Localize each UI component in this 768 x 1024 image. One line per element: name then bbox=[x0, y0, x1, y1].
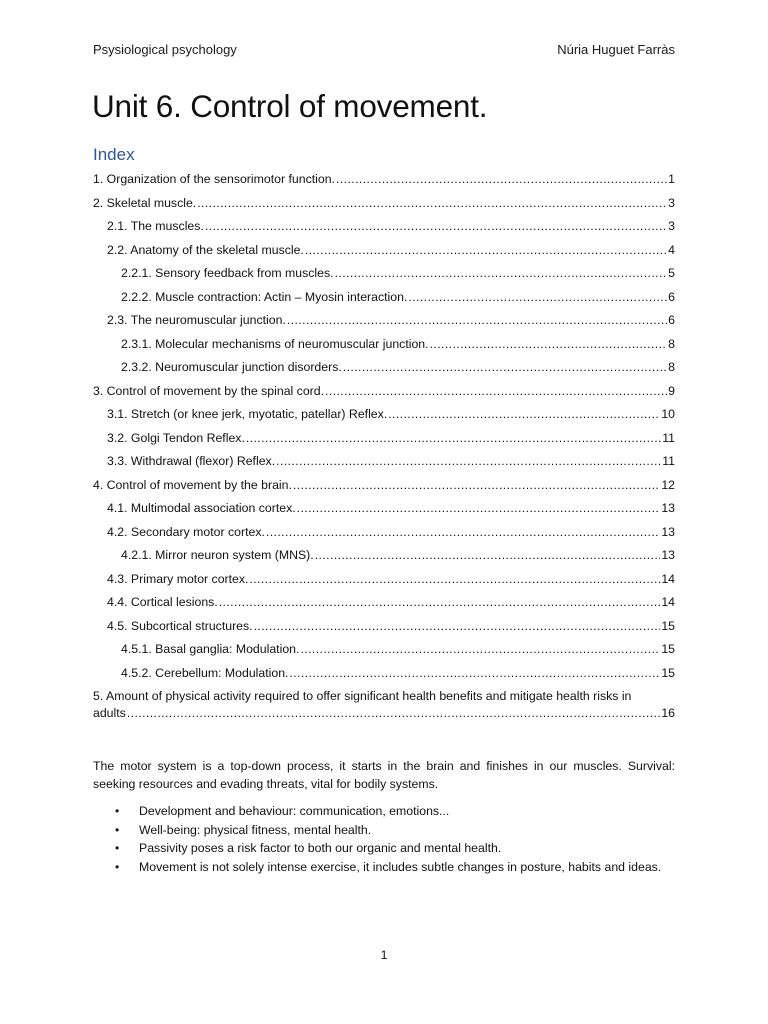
bullet-item bbox=[93, 822, 675, 840]
toc-leader-dots bbox=[325, 380, 667, 404]
toc-entry[interactable] bbox=[93, 688, 675, 722]
toc-entry-page: 13 bbox=[661, 524, 675, 539]
toc-entry-label: 5. Amount of physical activity required to offer significant health benefits and mitigate health risks in bbox=[93, 689, 632, 703]
toc-entry-label: 2. Skeletal muscle. bbox=[93, 195, 197, 210]
toc-entry-page: 8 bbox=[668, 336, 675, 351]
toc-entry-page: 3 bbox=[668, 219, 675, 233]
toc-entry-page: 15 bbox=[661, 618, 675, 633]
toc-entry-page: 8 bbox=[668, 360, 675, 374]
toc-entry-page: 5 bbox=[668, 266, 675, 280]
toc-entry-label: 3.3. Withdrawal (flexor) Reflex. bbox=[107, 454, 276, 468]
toc-entry-page: 1 bbox=[668, 172, 675, 186]
bullet-dot-icon: • bbox=[115, 804, 120, 818]
bullet-text: Well-being: physical fitness, mental health. bbox=[139, 822, 372, 837]
toc-entry-label: 3.1. Stretch (or knee jerk, myotatic, patellar) Reflex. bbox=[107, 407, 388, 421]
bullet-list bbox=[93, 803, 675, 877]
toc-entry-label: 4.5. Subcortical structures. bbox=[107, 618, 253, 633]
toc-entry-page: 13 bbox=[661, 548, 675, 562]
toc-entry-label: 2.2.1. Sensory feedback from muscles. bbox=[121, 266, 334, 280]
toc-entry[interactable] bbox=[93, 356, 675, 380]
toc-entry-label: 2.2. Anatomy of the skeletal muscle. bbox=[107, 242, 304, 257]
bullet-item bbox=[93, 840, 675, 858]
toc-leader-dots bbox=[254, 615, 661, 639]
toc-entry[interactable] bbox=[93, 380, 675, 404]
toc-entry-page: 6 bbox=[668, 313, 675, 327]
toc-leader-dots bbox=[205, 215, 667, 239]
bullet-dot-icon: • bbox=[115, 822, 120, 837]
bullet-dot-icon: • bbox=[115, 841, 120, 855]
toc-entry-label: 4.2. Secondary motor cortex. bbox=[107, 524, 265, 539]
toc-leader-dots bbox=[343, 356, 667, 380]
toc-leader-dots bbox=[289, 662, 660, 686]
header-course-title: Psysiological psychology bbox=[93, 42, 237, 57]
bullet-item bbox=[93, 859, 675, 877]
toc-leader-dots bbox=[276, 450, 661, 474]
toc-entry-label: 4.5.1. Basal ganglia: Modulation. bbox=[121, 642, 300, 656]
toc-entry-page: 14 bbox=[661, 595, 675, 609]
toc-entry[interactable] bbox=[93, 662, 675, 686]
toc-leader-dots bbox=[287, 309, 667, 333]
toc-entry-page: 11 bbox=[662, 430, 675, 445]
toc-entry-page: 14 bbox=[661, 571, 675, 586]
toc-entry[interactable] bbox=[93, 427, 675, 451]
toc-entry-label: 2.3. The neuromuscular junction. bbox=[107, 313, 286, 327]
toc-entry[interactable] bbox=[93, 568, 675, 592]
toc-entry-label: 4.5.2. Cerebellum: Modulation. bbox=[121, 665, 289, 680]
intro-paragraph: The motor system is a top-down process, it starts in the brain and finishes in our muscles. Survival: seeking resources and evading threats, vital for bodily systems. bbox=[93, 759, 675, 791]
toc-entry-label: 4.2.1. Mirror neuron system (MNS). bbox=[121, 548, 314, 562]
toc-entry-label: 2.3.2. Neuromuscular junction disorders. bbox=[121, 360, 342, 374]
toc-entry-label: 3.2. Golgi Tendon Reflex. bbox=[107, 430, 245, 445]
toc-entry[interactable] bbox=[93, 615, 675, 639]
toc-entry-label: 2.2.2. Muscle contraction: Actin – Myosin interaction. bbox=[121, 289, 408, 304]
toc-entry[interactable] bbox=[93, 262, 675, 286]
toc-entry-page: 9 bbox=[668, 383, 675, 398]
toc-entry[interactable] bbox=[93, 286, 675, 310]
toc-leader-dots bbox=[297, 497, 661, 521]
toc-entry-page: 16 bbox=[661, 706, 675, 720]
toc-entry[interactable] bbox=[93, 215, 675, 239]
toc-entry-label: 2.1. The muscles. bbox=[107, 219, 204, 233]
toc-entry-label: 4.1. Multimodal association cortex. bbox=[107, 501, 296, 515]
header-author: Núria Huguet Farràs bbox=[557, 42, 675, 57]
toc-entry[interactable] bbox=[93, 544, 675, 568]
toc-entry-label: 4.4. Cortical lesions. bbox=[107, 595, 218, 609]
toc-leader-dots bbox=[249, 568, 660, 592]
toc-leader-dots bbox=[315, 544, 661, 568]
toc-leader-dots bbox=[293, 474, 660, 498]
toc-entry-page: 12 bbox=[661, 477, 675, 492]
toc-entry[interactable] bbox=[93, 168, 675, 192]
bullet-text: Development and behaviour: communication, emotions... bbox=[139, 804, 450, 818]
toc-entry-label: 3. Control of movement by the spinal cord. bbox=[93, 383, 325, 398]
bullet-text: Movement is not solely intense exercise, it includes subtle changes in posture, habits and ideas. bbox=[139, 859, 662, 874]
toc-leader-dots bbox=[266, 521, 660, 545]
toc-leader-dots bbox=[300, 638, 660, 662]
toc-leader-dots bbox=[388, 403, 660, 427]
toc-entry-label: 4. Control of movement by the brain. bbox=[93, 477, 292, 492]
toc-leader-dots bbox=[335, 262, 668, 286]
toc-entry[interactable] bbox=[93, 474, 675, 498]
toc-entry[interactable] bbox=[93, 497, 675, 521]
toc-entry-page: 10 bbox=[661, 407, 675, 421]
toc-entry-label: 1. Organization of the sensorimotor function. bbox=[93, 172, 335, 186]
toc-entry[interactable] bbox=[93, 591, 675, 615]
toc-entry-page: 11 bbox=[662, 454, 675, 468]
toc-entry[interactable] bbox=[93, 192, 675, 216]
toc-leader-dots bbox=[127, 705, 660, 722]
toc-leader-dots bbox=[246, 427, 661, 451]
toc-leader-dots bbox=[305, 239, 667, 263]
bullet-item bbox=[93, 803, 675, 821]
toc-entry[interactable] bbox=[93, 333, 675, 357]
toc-leader-dots bbox=[430, 333, 668, 357]
toc-leader-dots bbox=[197, 192, 667, 216]
toc-entry-label: 2.3.1. Molecular mechanisms of neuromuscular junction. bbox=[121, 336, 429, 351]
toc-entry-label-continued: adults bbox=[93, 706, 126, 720]
toc-entry[interactable] bbox=[93, 450, 675, 474]
index-heading: Index bbox=[93, 145, 135, 164]
toc-leader-dots bbox=[336, 168, 667, 192]
toc-entry-page: 15 bbox=[661, 665, 675, 680]
document-title: Unit 6. Control of movement. bbox=[92, 88, 488, 124]
toc-entry-page: 3 bbox=[668, 195, 675, 210]
toc-entry[interactable] bbox=[93, 309, 675, 333]
page-number: 1 bbox=[380, 948, 388, 962]
toc-leader-dots bbox=[219, 591, 661, 615]
page-header bbox=[93, 42, 675, 57]
toc-entry-label: 4.3. Primary motor cortex. bbox=[107, 571, 249, 586]
toc-entry[interactable] bbox=[93, 239, 675, 263]
toc-entry-page: 6 bbox=[668, 289, 675, 304]
toc-entry[interactable] bbox=[93, 403, 675, 427]
toc-entry[interactable] bbox=[93, 521, 675, 545]
bullet-dot-icon: • bbox=[115, 859, 120, 874]
toc-entry-page: 4 bbox=[668, 242, 675, 257]
bullet-text: Passivity poses a risk factor to both our organic and mental health. bbox=[139, 841, 502, 855]
toc-entry-page: 15 bbox=[661, 642, 675, 656]
toc-entry-page: 13 bbox=[661, 501, 675, 515]
table-of-contents bbox=[93, 168, 675, 722]
toc-entry[interactable] bbox=[93, 638, 675, 662]
toc-leader-dots bbox=[408, 286, 667, 310]
